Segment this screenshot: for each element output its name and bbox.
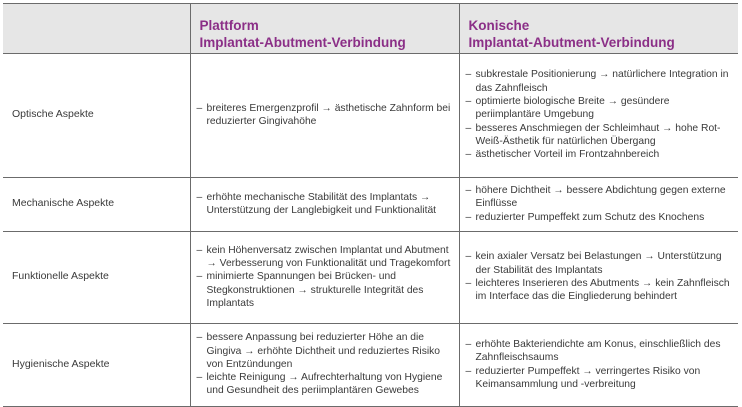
- platform-list: [197, 244, 453, 310]
- list-item: – reduzierter Pumpeffekt zum Schutz des Knochens: [466, 211, 733, 224]
- list-item: – leichte Reinigung → Aufrechterhaltung von Hygiene und Gesundheit des periimplantären Gewebes: [197, 371, 453, 398]
- list-item: – erhöhte mechanische Stabilität des Implantats → Unterstützung der Langlebigkeit und Funktionalität: [197, 191, 453, 218]
- aspect-label: Optische Aspekte: [3, 54, 190, 178]
- table-row-mechanische: [3, 178, 738, 232]
- platform-cell: [190, 54, 459, 178]
- list-item: – kein Höhenversatz zwischen Implantat und Abutment → Verbesserung von Funktionalität und Tragekomfort: [197, 244, 453, 271]
- list-item: – leichteres Inserieren des Abutments → kein Zahnfleisch im Interface das die Eingliederung behindert: [466, 277, 733, 304]
- platform-cell: [190, 324, 459, 407]
- table-header-row: [3, 4, 738, 54]
- header-konisch-cell: [459, 4, 738, 54]
- list-item: – kein axialer Versatz bei Belastungen → Unterstützung der Stabilität des Implantats: [466, 250, 733, 277]
- konisch-cell: [459, 178, 738, 232]
- header-aspect-cell: [3, 4, 190, 54]
- list-item: – breiteres Emergenzprofil → ästhetische Zahnform bei reduzierter Gingivahöhe: [197, 102, 453, 129]
- platform-list: [197, 102, 453, 129]
- header-konisch-line1: Konische: [468, 18, 530, 33]
- table-row-funktionelle: [3, 232, 738, 324]
- konisch-list: [466, 338, 733, 391]
- list-item: – höhere Dichtheit → bessere Abdichtung gegen externe Einflüsse: [466, 184, 733, 211]
- table-row-optische: [3, 54, 738, 178]
- konisch-cell: [459, 324, 738, 407]
- list-item: – erhöhte Bakteriendichte am Konus, einschließlich des Zahnfleischsaums: [466, 338, 733, 365]
- aspect-label: Funktionelle Aspekte: [3, 232, 190, 324]
- comparison-table-container: [3, 3, 738, 407]
- aspect-label: Hygienische Aspekte: [3, 324, 190, 407]
- header-platform-line2: Implantat-Abutment-Verbindung: [199, 35, 406, 50]
- list-item: – reduzierter Pumpeffekt → verringertes Risiko von Keimansammlung und -verbreitung: [466, 365, 733, 392]
- header-platform-cell: [190, 4, 459, 54]
- list-item: – minimierte Spannungen bei Brücken- und Stegkonstruktionen → strukturelle Integrität des Implantats: [197, 270, 453, 310]
- list-item: – besseres Anschmiegen der Schleimhaut → hohe Rot-Weiß-Ästhetik für natürlichen Übergang: [466, 122, 733, 149]
- header-platform-line1: Plattform: [199, 18, 259, 33]
- konisch-cell: [459, 54, 738, 178]
- konisch-list: [466, 250, 733, 303]
- list-item: – subkrestale Positionierung → natürlichere Integration in das Zahnfleisch: [466, 68, 733, 95]
- platform-cell: [190, 232, 459, 324]
- konisch-list: [466, 184, 733, 224]
- konisch-cell: [459, 232, 738, 324]
- list-item: – optimierte biologische Breite → gesündere periimplantäre Umgebung: [466, 95, 733, 122]
- table-row-hygienische: [3, 324, 738, 407]
- comparison-table: [3, 3, 738, 407]
- list-item: – bessere Anpassung bei reduzierter Höhe an die Gingiva → erhöhte Dichtheit und reduziertes Risiko von Entzündungen: [197, 331, 453, 371]
- aspect-label: Mechanische Aspekte: [3, 178, 190, 232]
- header-konisch-line2: Implantat-Abutment-Verbindung: [468, 35, 675, 50]
- platform-cell: [190, 178, 459, 232]
- konisch-list: [466, 68, 733, 161]
- list-item: – ästhetischer Vorteil im Frontzahnbereich: [466, 148, 733, 161]
- platform-list: [197, 191, 453, 218]
- platform-list: [197, 331, 453, 397]
